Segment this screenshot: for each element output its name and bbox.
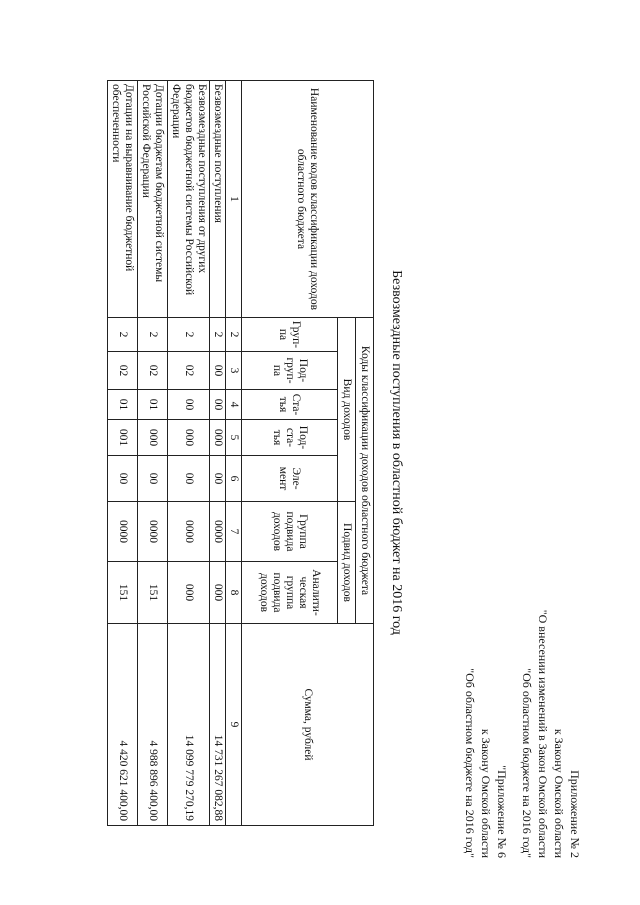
row-analytic-group: 000 (168, 562, 210, 624)
row-name: Дотации бюджетам бюджетной системы Российской Федерации (138, 81, 168, 318)
column-number: 3 (226, 352, 242, 390)
row-analytic-group: 151 (138, 562, 168, 624)
header-income-subtype: Подвид доходов (338, 502, 356, 624)
row-analytic-group: 151 (108, 562, 138, 624)
row-sum: 14 731 267 082,88 (210, 624, 226, 826)
header-analytic-group: Аналити-ческая группа подвида доходов (242, 562, 338, 624)
header-income-type: Вид доходов (338, 318, 356, 502)
revenue-table (107, 80, 374, 826)
appendix-budget-ref: "Об областном бюджете на 2016 год" (520, 668, 534, 858)
row-group: 2 (210, 318, 226, 352)
column-number: 1 (226, 81, 242, 318)
row-name: Безвозмездные поступления от других бюджетов бюджетной системы Российской Федерации (168, 81, 210, 318)
column-number: 2 (226, 318, 242, 352)
document-title: Безвозмездные поступления в областной бюджет на 2016 год (389, 270, 404, 635)
row-subarticle: 001 (108, 420, 138, 456)
header-name: Наименование кодов классификации доходов областного бюджета (242, 81, 374, 318)
row-name: Безвозмездные поступления (210, 81, 226, 318)
column-number: 8 (226, 562, 242, 624)
row-subgroup: 02 (168, 352, 210, 390)
row-article: 01 (138, 390, 168, 420)
table-row (210, 81, 226, 826)
row-analytic-group: 000 (210, 562, 226, 624)
row-article: 01 (108, 390, 138, 420)
row-article: 00 (210, 390, 226, 420)
row-subtype-group: 0000 (210, 502, 226, 562)
row-subtype-group: 0000 (138, 502, 168, 562)
column-number: 5 (226, 420, 242, 456)
row-group: 2 (108, 318, 138, 352)
header-article: Ста-тья (242, 390, 338, 420)
row-subarticle: 000 (138, 420, 168, 456)
original-appendix-law-ref: к Закону Омской области (479, 728, 493, 858)
row-subarticle: 000 (168, 420, 210, 456)
appendix-amendment-ref: "О внесении изменений в Закон Омской области (536, 609, 550, 858)
appendix-header (519, 610, 583, 858)
header-codes: Коды классификации доходов областного бюджета (356, 318, 374, 624)
header-group: Груп-па (242, 318, 338, 352)
header-subarticle: Под-ста-тья (242, 420, 338, 456)
header-element: Эле-мент (242, 456, 338, 502)
header-sum: Сумма, рублей (242, 624, 374, 826)
table-row (168, 81, 210, 826)
row-element: 00 (138, 456, 168, 502)
column-number: 6 (226, 456, 242, 502)
row-sum: 4 420 621 400,00 (108, 624, 138, 826)
row-name: Дотации на выравнивание бюджетной обеспеченности (108, 81, 138, 318)
row-subgroup: 02 (108, 352, 138, 390)
row-sum: 4 988 896 400,00 (138, 624, 168, 826)
original-appendix-header (462, 668, 510, 858)
column-number-row (226, 81, 242, 826)
original-appendix-budget-ref: "Об областном бюджете на 2016 год" (463, 668, 477, 858)
appendix-number: Приложение № 2 (568, 770, 582, 858)
column-number: 9 (226, 624, 242, 826)
row-group: 2 (168, 318, 210, 352)
column-number: 4 (226, 390, 242, 420)
header-subgroup: Под-груп-па (242, 352, 338, 390)
row-sum: 14 099 779 270,19 (168, 624, 210, 826)
row-element: 00 (108, 456, 138, 502)
row-subgroup: 00 (210, 352, 226, 390)
row-article: 00 (168, 390, 210, 420)
header-subtype-group: Группа подвида доходов (242, 502, 338, 562)
table-row (138, 81, 168, 826)
row-subtype-group: 0000 (168, 502, 210, 562)
original-appendix-number: "Приложение № 6 (495, 765, 509, 858)
row-subtype-group: 0000 (108, 502, 138, 562)
appendix-law-ref: к Закону Омской области (552, 728, 566, 858)
row-group: 2 (138, 318, 168, 352)
column-number: 7 (226, 502, 242, 562)
table-row (108, 81, 138, 826)
row-subarticle: 000 (210, 420, 226, 456)
row-element: 00 (168, 456, 210, 502)
row-subgroup: 02 (138, 352, 168, 390)
row-element: 00 (210, 456, 226, 502)
